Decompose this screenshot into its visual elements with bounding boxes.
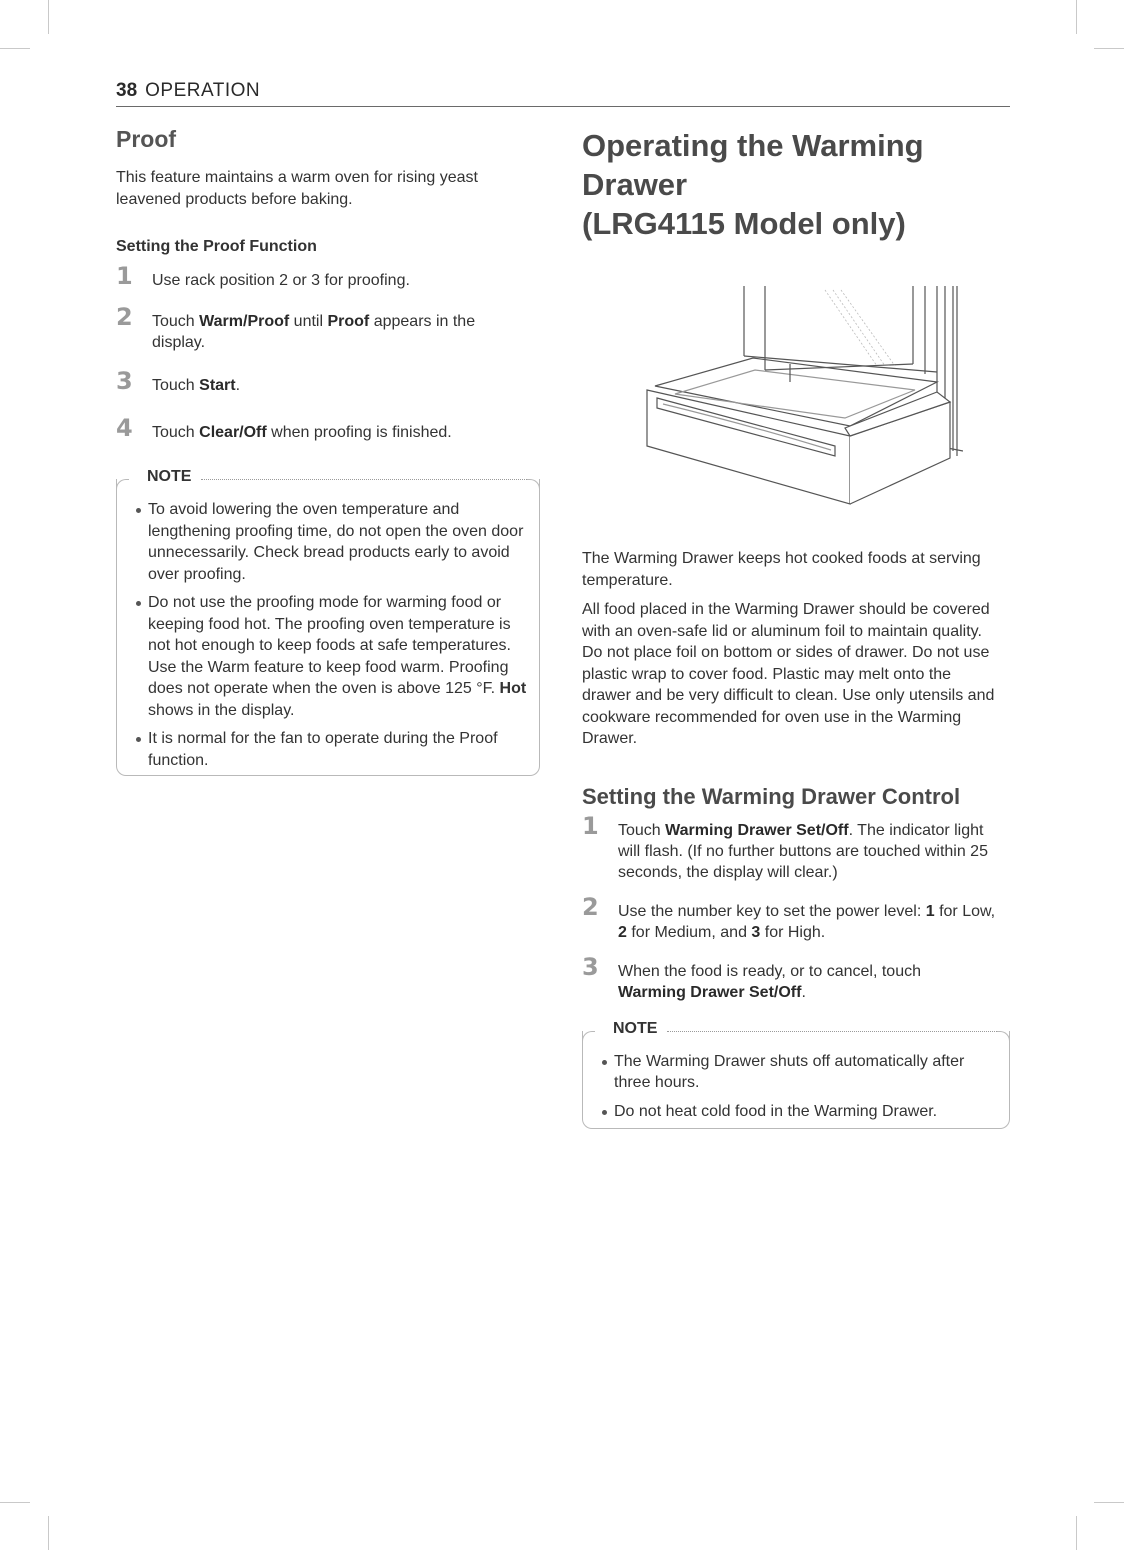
step-keyword: 2 (618, 923, 627, 941)
step-item (116, 367, 536, 396)
step-keyword: Proof (327, 313, 370, 330)
crop-mark (1094, 48, 1124, 49)
step-text: for High. (760, 923, 826, 941)
step-text: Touch (152, 377, 200, 394)
step-item (582, 811, 1002, 883)
note-item (133, 499, 529, 585)
note-corner (997, 1031, 1010, 1046)
crop-mark (1094, 1502, 1124, 1503)
step-text: . (801, 983, 806, 1001)
step-text: When the food is ready, or to cancel, touch (618, 962, 921, 980)
step-number: 3 (116, 367, 133, 395)
step-number: 3 (582, 952, 599, 981)
step-item (116, 303, 524, 353)
step-keyword: Warming Drawer Set/Off (618, 983, 802, 1001)
page-header (116, 80, 1010, 107)
step-keyword: Start (199, 377, 236, 394)
note-item (133, 592, 529, 721)
step-item (116, 262, 536, 291)
warming-title (582, 126, 1012, 243)
step-text: when proofing is finished. (266, 424, 452, 441)
note-text: To avoid lowering the oven temperature and lengthening proofing time, do not open the oven door unnecessarily. Check bread products early to avoid over proofing. (148, 501, 524, 583)
step-item (116, 414, 536, 443)
step-item (582, 952, 968, 1003)
step-text: . The indicator light will flash. (If no further buttons are touched within 25 seconds, the display will clear.) (618, 821, 988, 881)
proof-note (116, 468, 540, 776)
step-text: for Low, (934, 902, 996, 920)
warming-para2: All food placed in the Warming Drawer should be covered with an oven-safe lid or aluminum foil to maintain quality. Do not place foil on bottom or sides of drawer. Do not use plastic wrap to cover food. Plastic may melt onto the drawer and be very difficult to clean. Use only utensils and cookware recommended for oven use in the Warming Drawer. (582, 601, 995, 747)
control-steps (582, 811, 1002, 1003)
step-text: appears in the display. (152, 313, 476, 351)
step-keyword: 3 (751, 923, 761, 941)
note-keyword: Hot (499, 680, 527, 697)
step-number: 1 (116, 262, 133, 290)
crop-mark (48, 0, 49, 34)
proof-section (116, 126, 536, 776)
note-label: NOTE (609, 1020, 661, 1038)
step-text: Touch (618, 821, 666, 839)
note-label: NOTE (143, 468, 195, 486)
warming-title-line: (LRG4115 Model only) (582, 206, 906, 241)
note-text: Do not use the proofing mode for warming food or keeping food hot. The proofing oven temperature is not hot enough to keep foods at safe temperatures. Use the Warm feature to keep food warm. Proofing does not operate when the oven is above 125 °F. (148, 594, 511, 697)
step-text: Use the number key to set the power level: (618, 902, 926, 920)
crop-mark (0, 48, 30, 49)
warming-body (582, 548, 1002, 1129)
warming-title-line: Operating the Warming (582, 128, 924, 163)
proof-title: Proof (116, 126, 177, 152)
note-item: Do not heat cold food in the Warming Drawer. (599, 1101, 999, 1123)
step-text: for Medium, and (626, 923, 752, 941)
step-number: 4 (116, 414, 133, 442)
note-rule (667, 1031, 997, 1032)
step-text: until (289, 313, 328, 330)
step-text: Use rack position 2 or 3 for proofing. (152, 272, 410, 289)
proof-steps (116, 262, 536, 443)
note-corner (582, 1031, 595, 1046)
step-item (582, 892, 1002, 943)
step-text: . (235, 377, 241, 394)
section-title: OPERATION (145, 80, 261, 101)
step-keyword: Clear/Off (199, 424, 267, 441)
step-keyword: Warm/Proof (199, 313, 290, 330)
proof-intro: This feature maintains a warm oven for rising yeast leavened products before baking. (116, 169, 478, 208)
warming-section (582, 126, 1012, 243)
warming-drawer-illustration (645, 286, 963, 508)
note-text: shows in the display. (148, 701, 295, 719)
note-text: It is normal for the fan to operate during the Proof function. (148, 730, 498, 769)
crop-mark (48, 1516, 49, 1550)
warming-title-line: Drawer (582, 167, 688, 202)
warming-para1: The Warming Drawer keeps hot cooked foods at serving temperature. (582, 550, 981, 589)
proof-subtitle: Setting the Proof Function (116, 238, 317, 255)
warming-note (582, 1019, 1010, 1130)
note-corner (527, 479, 540, 494)
note-corner (116, 479, 129, 494)
step-number: 2 (116, 303, 133, 331)
step-keyword: 1 (925, 902, 935, 920)
step-text: Touch (152, 424, 200, 441)
note-list (599, 1051, 999, 1123)
step-number: 2 (582, 892, 599, 921)
note-item (133, 728, 529, 771)
step-text: Touch (152, 313, 200, 330)
crop-mark (1076, 1516, 1077, 1550)
step-number: 1 (582, 811, 599, 840)
note-rule (201, 479, 527, 480)
control-title: Setting the Warming Drawer Control (582, 783, 961, 809)
page-number: 38 (116, 80, 138, 101)
crop-mark (0, 1502, 30, 1503)
crop-mark (1076, 0, 1077, 34)
step-keyword: Warming Drawer Set/Off (665, 821, 849, 839)
note-list (133, 499, 529, 771)
note-item: The Warming Drawer shuts off automatically after three hours. (599, 1051, 974, 1094)
